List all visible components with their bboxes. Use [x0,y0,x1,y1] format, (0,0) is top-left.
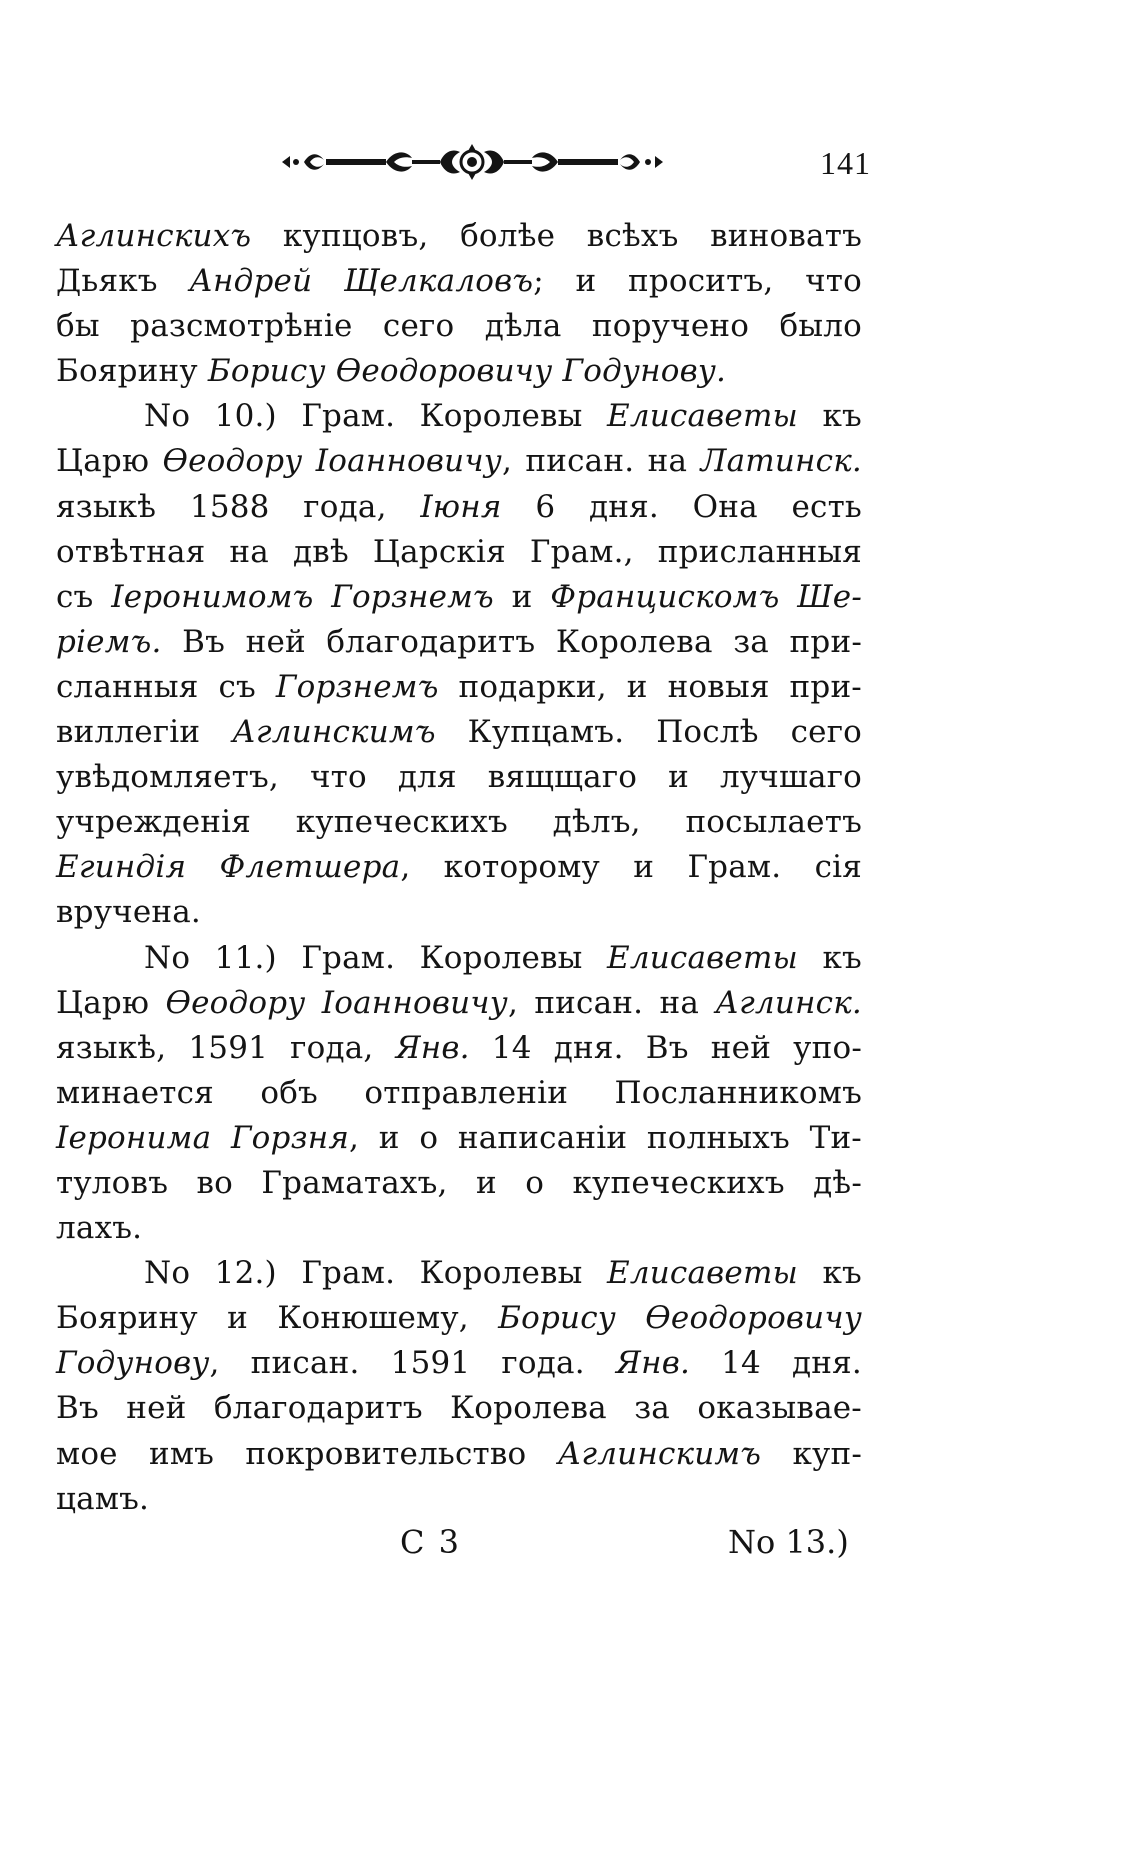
text-line [56,394,862,439]
text-line [56,710,862,755]
italic-text: Аглинскихъ [56,218,252,254]
italic-text: Іеронима Горзня [56,1119,350,1156]
text-line [56,1161,862,1206]
paragraph [56,214,862,394]
italic-text: Аглинскимъ [557,1435,762,1472]
italic-text: Францискомъ Ше- [550,578,862,615]
text-line [56,1251,862,1296]
italic-text: Латинск. [700,443,862,480]
italic-text: Егиндія Флетшера [56,849,401,886]
text-line [56,665,862,710]
text-line [56,304,862,349]
text-line [56,259,862,304]
italic-text: Янв. [615,1345,690,1382]
text-run: , которому и Грам. сія [400,849,862,886]
text-line [56,1206,862,1251]
italic-text: Годунову [56,1345,210,1382]
text-run: , писан. на [507,984,716,1021]
text-run: съ [56,578,112,615]
text-run: туловъ во Граматахъ, и о купеческихъ дѣ- [56,1164,862,1201]
text-run: отвѣтная на двѣ Царскія Грам., присланныя [56,533,862,570]
text-run: No 11.) Грам. Королевы [144,939,607,976]
italic-text: Елисаветы [607,939,799,976]
text-run: No 12.) Грам. Королевы [144,1255,607,1292]
paragraph [56,394,862,935]
text-run: 14 дня. Въ ней упо- [469,1029,862,1066]
italic-text: Ѳеодору Іоанновичу [165,984,508,1021]
text-run: , и о написаніи полныхъ Ти- [349,1119,862,1156]
text-line [56,936,862,981]
text-run: 14 дня. [690,1345,862,1382]
text-run: Царю [56,984,166,1021]
text-line [56,1026,862,1071]
text-run: къ [798,1255,862,1292]
text-run: къ [798,939,862,976]
text-run: Боярину [56,353,208,390]
text-run: бы разсмотрѣніе сего дѣла поручено было [56,308,862,345]
text-run: къ [798,398,862,435]
text-run: минается объ отправленіи Посланникомъ [56,1074,862,1111]
italic-text: Борису Ѳеодоровичу [498,1300,863,1337]
italic-text: Іеронимомъ Горзнемъ [111,578,494,615]
page-footer [0,1520,1140,1570]
italic-text: Горзнемъ [275,668,439,705]
text-run: Купцамъ. Послѣ сего [435,714,862,751]
italic-text: Елисаветы [607,398,799,435]
text-line [56,214,862,259]
text-line [56,620,862,665]
text-run: лахъ. [56,1210,143,1247]
text-run: вручена. [56,894,201,931]
italic-text: Борису Ѳеодоровичу Годунову. [207,353,727,390]
text-run: языкѣ 1588 года, [56,488,421,525]
text-line [56,890,862,935]
text-line [56,1386,862,1431]
text-line [56,439,862,484]
text-line [56,1341,862,1386]
italic-text: Ѳеодору Іоанновичу [162,443,502,480]
text-run: Боярину и Конюшему, [56,1300,499,1337]
paragraph [56,936,862,1252]
signature-mark: С 3 [400,1523,462,1561]
text-run: мое имъ покровительство [56,1435,558,1472]
body-text [56,214,862,1522]
text-run: Дьякъ [56,263,190,300]
text-run: и [493,578,551,615]
text-run: Въ ней благодаритъ Королева за при- [161,623,862,660]
text-line [56,575,862,620]
text-run: ; и проситъ, что [533,263,862,300]
text-run: , писан. 1591 года. [209,1345,616,1382]
text-line [56,845,862,890]
text-run: учрежденія купеческихъ дѣлъ, посылаетъ [56,804,862,841]
italic-text: Аглинскимъ [232,714,436,751]
text-run: сланныя съ [56,668,276,705]
page-number: 141 [820,145,871,181]
text-run: подарки, и новыя при- [438,668,862,705]
text-run: увѣдомляетъ, что для вящщаго и лучшаго [56,759,862,796]
text-line [56,530,862,575]
text-line [56,1116,862,1161]
text-line [56,755,862,800]
text-run: цамъ. [56,1480,150,1517]
italic-text: Елисаветы [607,1255,799,1292]
text-run: языкѣ, 1591 года, [56,1029,396,1066]
text-run: No 10.) Грам. Королевы [144,398,607,435]
text-run: 6 дня. Она есть [501,488,862,525]
italic-text: Янв. [395,1029,470,1066]
text-run: Царю [56,443,163,480]
text-run: Въ ней благодаритъ Королева за оказывае- [56,1390,862,1427]
text-run: куп- [761,1435,863,1472]
paragraph [56,1251,862,1522]
text-line [56,981,862,1026]
text-run: виллегіи [56,714,233,751]
text-line [56,800,862,845]
text-line [56,1071,862,1116]
text-line [56,349,862,394]
decorative-ornament-icon [280,142,665,182]
italic-text: Іюня [420,488,502,525]
italic-text: Андрей Щелкаловъ [189,263,534,300]
text-line [56,1432,862,1477]
italic-text: Аглинск. [715,984,862,1021]
text-run: , писан. на [501,443,701,480]
page-header [0,138,1140,188]
text-line [56,1296,862,1341]
text-run: купцовъ, болѣе всѣхъ виноватъ [251,218,862,254]
italic-text: ріемъ. [56,623,162,660]
catchword: No 13.) [728,1523,849,1561]
text-line [56,1477,862,1522]
text-line [56,485,862,530]
